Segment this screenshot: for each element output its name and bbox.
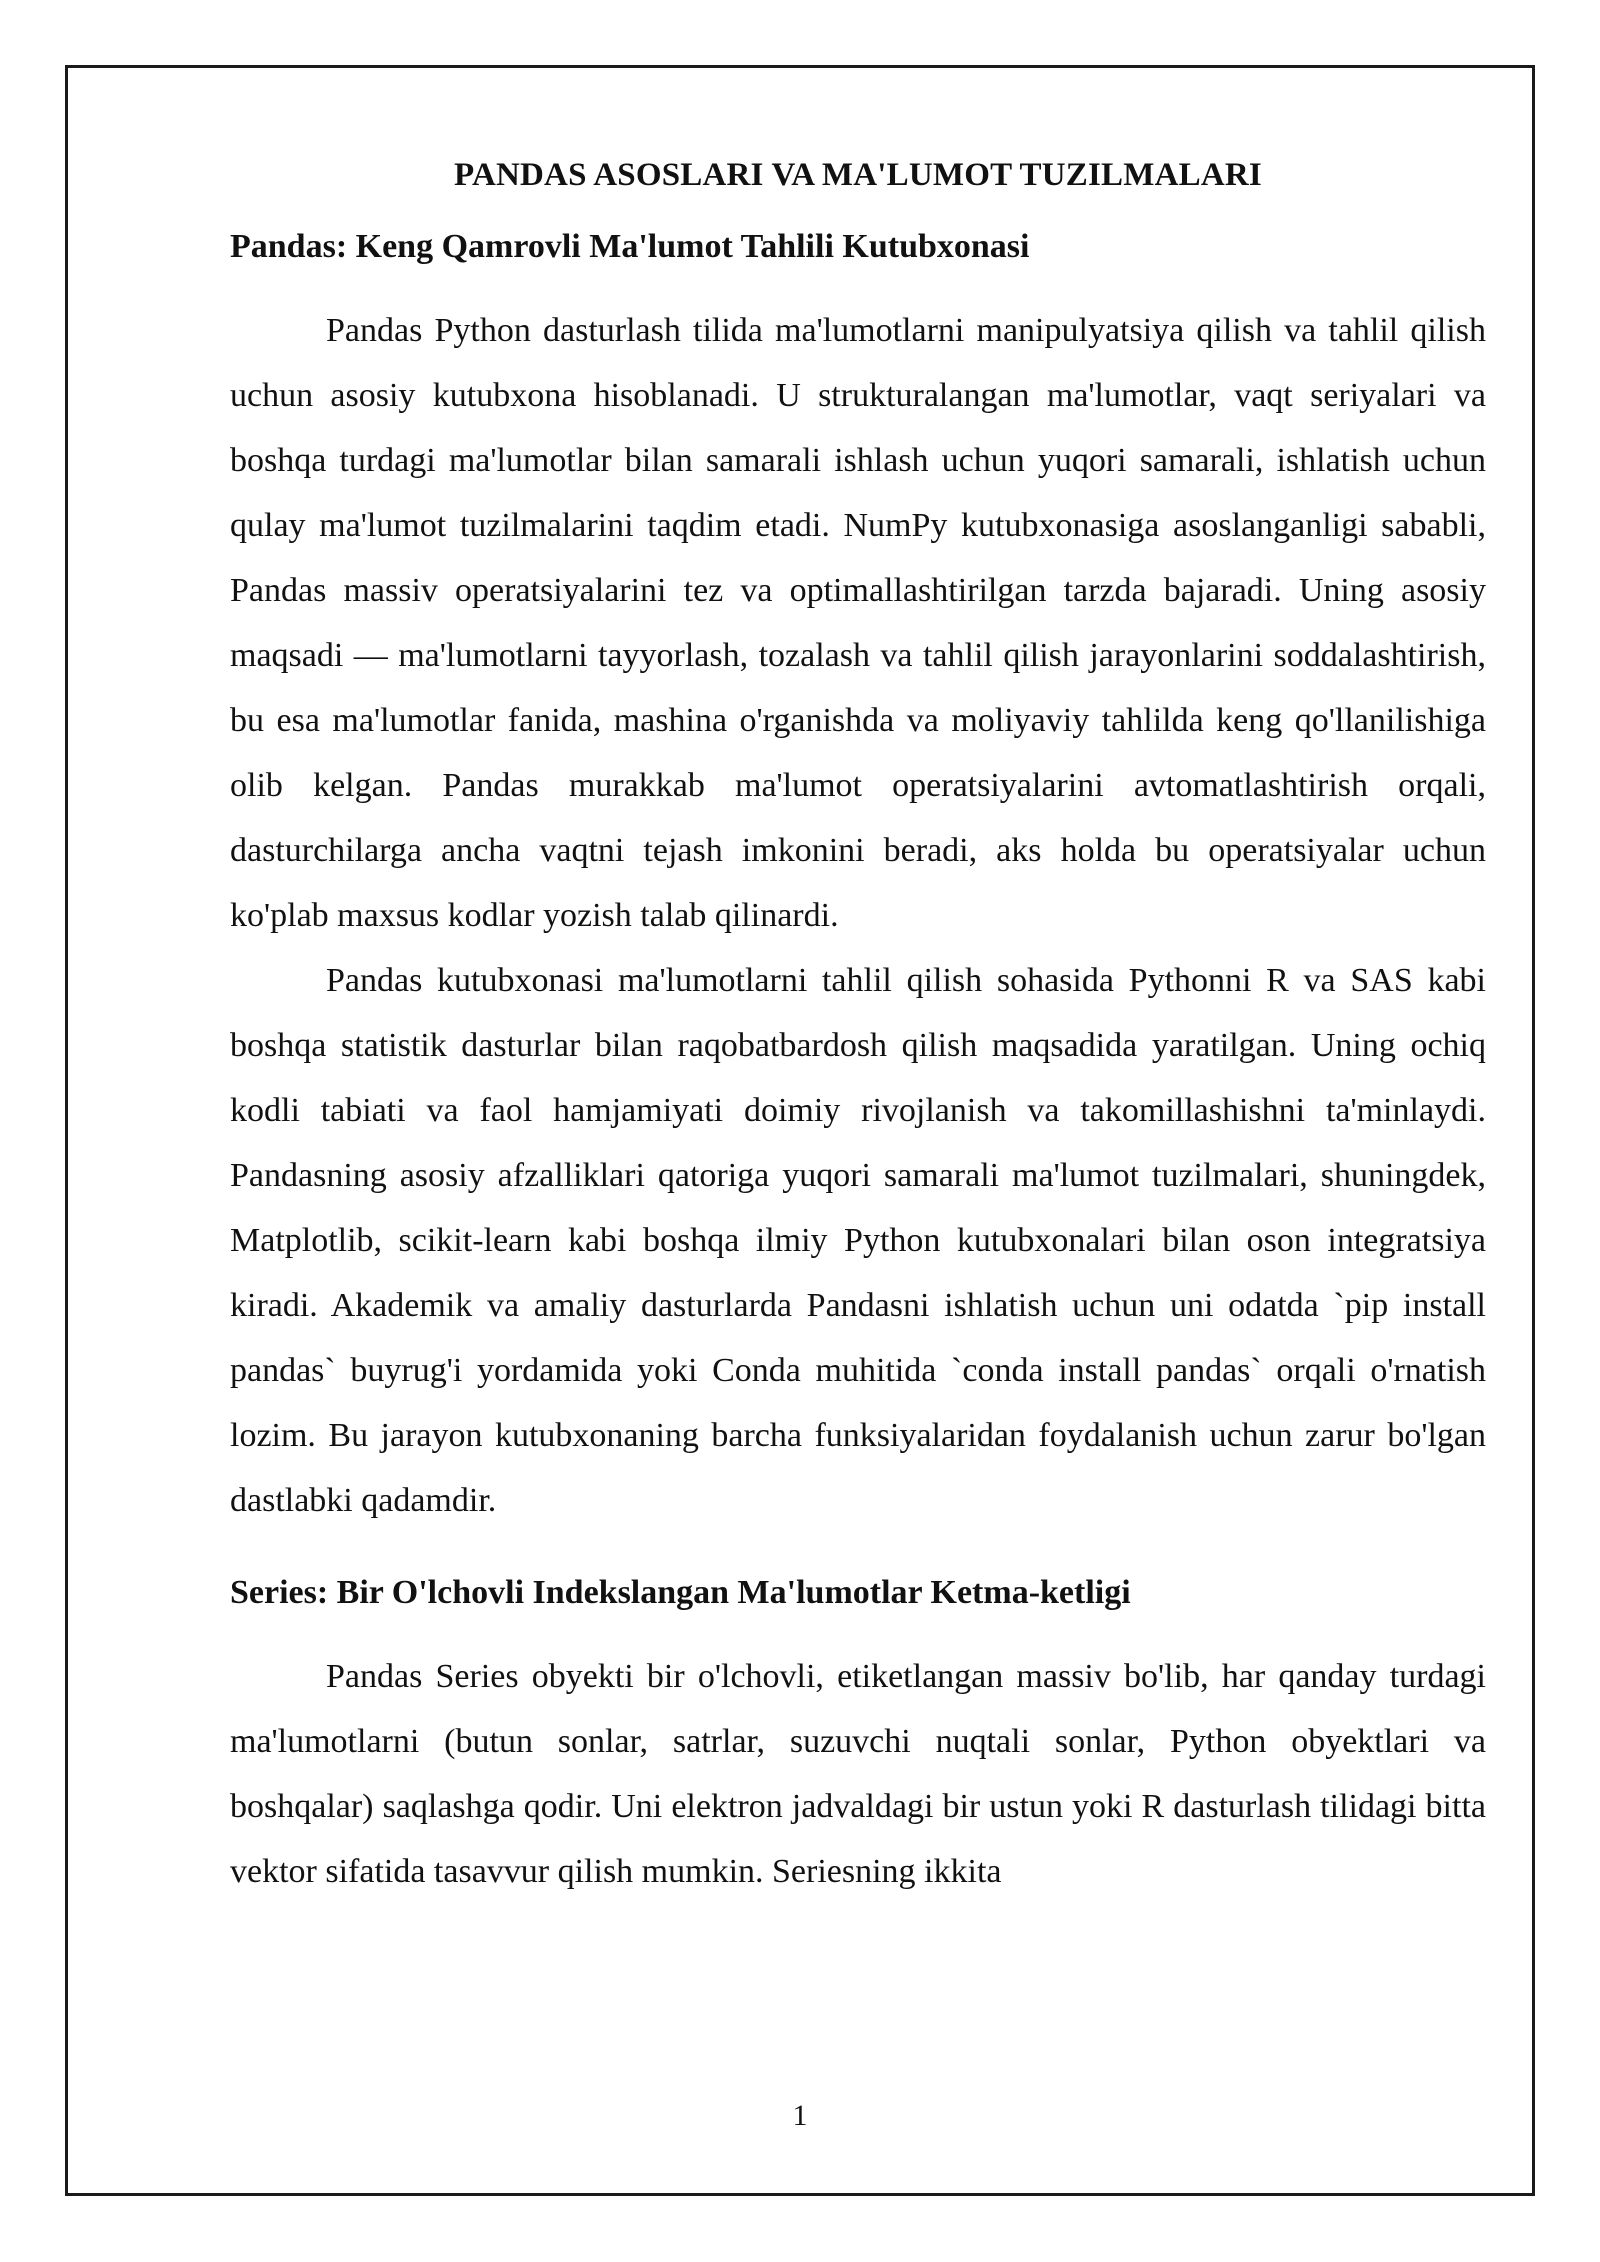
section-pandas-overview xyxy=(230,222,1486,1533)
section-series xyxy=(230,1568,1486,1904)
document-body xyxy=(230,150,1486,1904)
paragraph: Pandas Series obyekti bir o'lchovli, etiketlangan massiv bo'lib, har qanday turdagi ma'lumotlarni (butun sonlar, satrlar, suzuvchi nuqtali sonlar, Python obyektlari va boshqalar) saqlashga qodir. Uni elektron jadvaldagi bir ustun yoki R dasturlash tilidagi bitta vektor sifatida tasavvur qilish mumkin. Seriesning ikkita xyxy=(230,1658,1486,1890)
document-title: PANDAS ASOSLARI VA MA'LUMOT TUZILMALARI xyxy=(454,157,1262,193)
paragraph: Pandas kutubxonasi ma'lumotlarni tahlil qilish sohasida Pythonni R va SAS kabi boshqa statistik dasturlar bilan raqobatbardosh qilish maqsadida yaratilgan. Uning ochiq kodli tabiati va faol hamjamiyati doimiy rivojlanish va takomillashishni ta'minlaydi. Pandasning asosiy afzalliklari qatoriga yuqori samarali ma'lumot tuzilmalari, shuningdek, Matplotlib, scikit-learn kabi boshqa ilmiy Python kutubxonalari bilan oson integratsiya kiradi. Akademik va amaliy dasturlarda Pandasni ishlatish uchun uni odatda `pip install pandas` buyrug'i yordamida yoki Conda muhitida `conda install pandas` orqali o'rnatish lozim. Bu jarayon kutubxonaning barcha funksiyalaridan foydalanish uchun zarur bo'lgan dastlabki qadamdir. xyxy=(230,962,1486,1519)
section-spacer xyxy=(230,1533,1486,1568)
page-number: 1 xyxy=(792,2099,808,2132)
section-heading: Pandas: Keng Qamrovli Ma'lumot Tahlili Kutubxonasi xyxy=(230,228,1030,265)
paragraph: Pandas Python dasturlash tilida ma'lumotlarni manipulyatsiya qilish va tahlil qilish uchun asosiy kutubxona hisoblanadi. U strukturalangan ma'lumotlar, vaqt seriyalari va boshqa turdagi ma'lumotlar bilan samarali ishlash uchun yuqori samarali, ishlatish uchun qulay ma'lumot tuzilmalarini taqdim etadi. NumPy kutubxonasiga asoslanganligi sababli, Pandas massiv operatsiyalarini tez va optimallashtirilgan tarzda bajaradi. Uning asosiy maqsadi — ma'lumotlarni tayyorlash, tozalash va tahlil qilish jarayonlarini soddalashtirish, bu esa ma'lumotlar fanida, mashina o'rganishda va moliyaviy tahlilda keng qo'llanilishiga olib kelgan. Pandas murakkab ma'lumot operatsiyalarini avtomatlashtirish orqali, dasturchilarga ancha vaqtni tejash imkonini beradi, aks holda bu operatsiyalar uchun ko'plab maxsus kodlar yozish talab qilinardi. xyxy=(230,312,1486,934)
section-heading: Series: Bir O'lchovli Indekslangan Ma'lumotlar Ketma-ketligi xyxy=(230,1574,1131,1611)
